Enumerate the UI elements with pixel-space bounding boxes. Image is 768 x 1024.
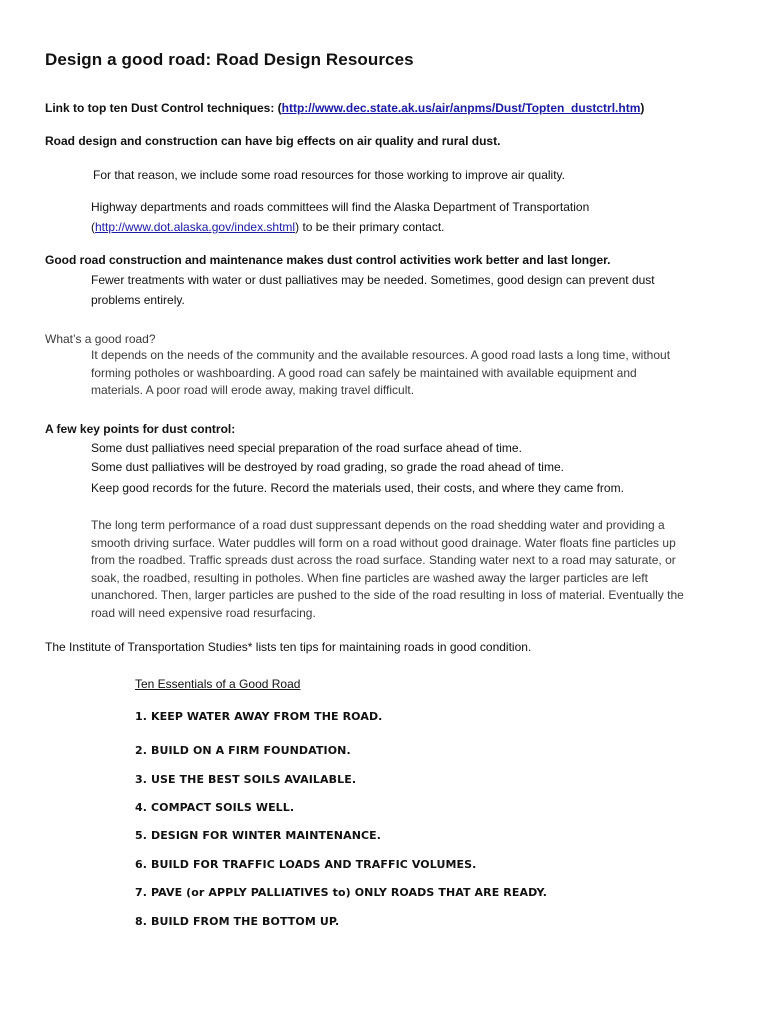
dot-link-line (91, 220, 445, 234)
dust-control-link-line (45, 101, 644, 115)
dot-link-prefix: ( (91, 220, 95, 234)
intro-heading: Road design and construction can have big effects on air quality and rural dust. (45, 134, 501, 148)
key-point-item: Some dust palliatives will be destroyed by road grading, so grade the road ahead of time. (91, 460, 564, 474)
good-road-line: It depends on the needs of the community and the available resources. A good road lasts a long time, without (91, 348, 671, 362)
dot-link[interactable]: http://www.dot.alaska.gov/index.shtml (95, 220, 296, 234)
good-road-heading: What’s a good road? (45, 332, 156, 346)
performance-line: smooth driving surface. Water puddles will form on a road without good drainage. Water floats fine particles up (91, 536, 676, 550)
dust-control-link-suffix: ) (640, 101, 645, 115)
dot-text-line: Highway departments and roads committees will find the Alaska Department of Transportation (91, 200, 590, 214)
essential-item: 4. COMPACT SOILS WELL. (135, 801, 295, 814)
dust-control-link[interactable]: http://www.dec.state.ak.us/air/anpms/Dust/Topten_dustctrl.htm (281, 101, 641, 115)
key-point-item: Keep good records for the future. Record the materials used, their costs, and where they came from. (91, 481, 624, 495)
performance-line: unanchored. Then, larger particles are pushed to the side of the road resulting in loss of material. Eventually the (91, 588, 684, 602)
good-road-line: materials. A poor road will erode away, making travel difficult. (91, 383, 415, 397)
essential-item: 2. BUILD ON A FIRM FOUNDATION. (135, 744, 351, 757)
good-road-line: forming potholes or washboarding. A good road can safely be maintained with available equipment and (91, 366, 637, 380)
essential-item: 6. BUILD FOR TRAFFIC LOADS AND TRAFFIC VOLUMES. (135, 858, 477, 871)
dust-control-link-prefix: Link to top ten Dust Control techniques: ( (45, 101, 282, 115)
essential-item: 5. DESIGN FOR WINTER MAINTENANCE. (135, 829, 382, 842)
key-points-heading: A few key points for dust control: (45, 422, 236, 436)
essential-item: 8. BUILD FROM THE BOTTOM UP. (135, 915, 340, 928)
performance-line: The long term performance of a road dust suppressant depends on the road shedding water and providing a (91, 518, 665, 532)
essential-item: 1. KEEP WATER AWAY FROM THE ROAD. (135, 710, 383, 723)
key-point-item: Some dust palliatives need special preparation of the road surface ahead of time. (91, 441, 522, 455)
essentials-heading: Ten Essentials of a Good Road (135, 677, 301, 691)
dot-link-suffix: ) to be their primary contact. (295, 220, 445, 234)
essential-item: 7. PAVE (or APPLY PALLIATIVES to) ONLY ROADS THAT ARE READY. (135, 886, 548, 899)
maintenance-line: Fewer treatments with water or dust palliatives may be needed. Sometimes, good design can prevent dust (91, 273, 655, 287)
performance-line: from the roadbed. Traffic spreads dust across the road surface. Standing water next to a road may saturate, or (91, 553, 676, 567)
essential-item: 3. USE THE BEST SOILS AVAILABLE. (135, 773, 357, 786)
maintenance-line: problems entirely. (91, 293, 185, 307)
performance-line: road will need expensive road resurfacing. (91, 606, 316, 620)
maintenance-heading: Good road construction and maintenance makes dust control activities work better and last longer. (45, 253, 611, 267)
intro-reason: For that reason, we include some road resources for those working to improve air quality. (93, 168, 565, 182)
page-title: Design a good road: Road Design Resources (45, 50, 414, 69)
institute-line: The Institute of Transportation Studies* lists ten tips for maintaining roads in good condition. (45, 640, 532, 654)
performance-line: soak, the roadbed, resulting in potholes. When fine particles are washed away the larger particles are left (91, 571, 648, 585)
